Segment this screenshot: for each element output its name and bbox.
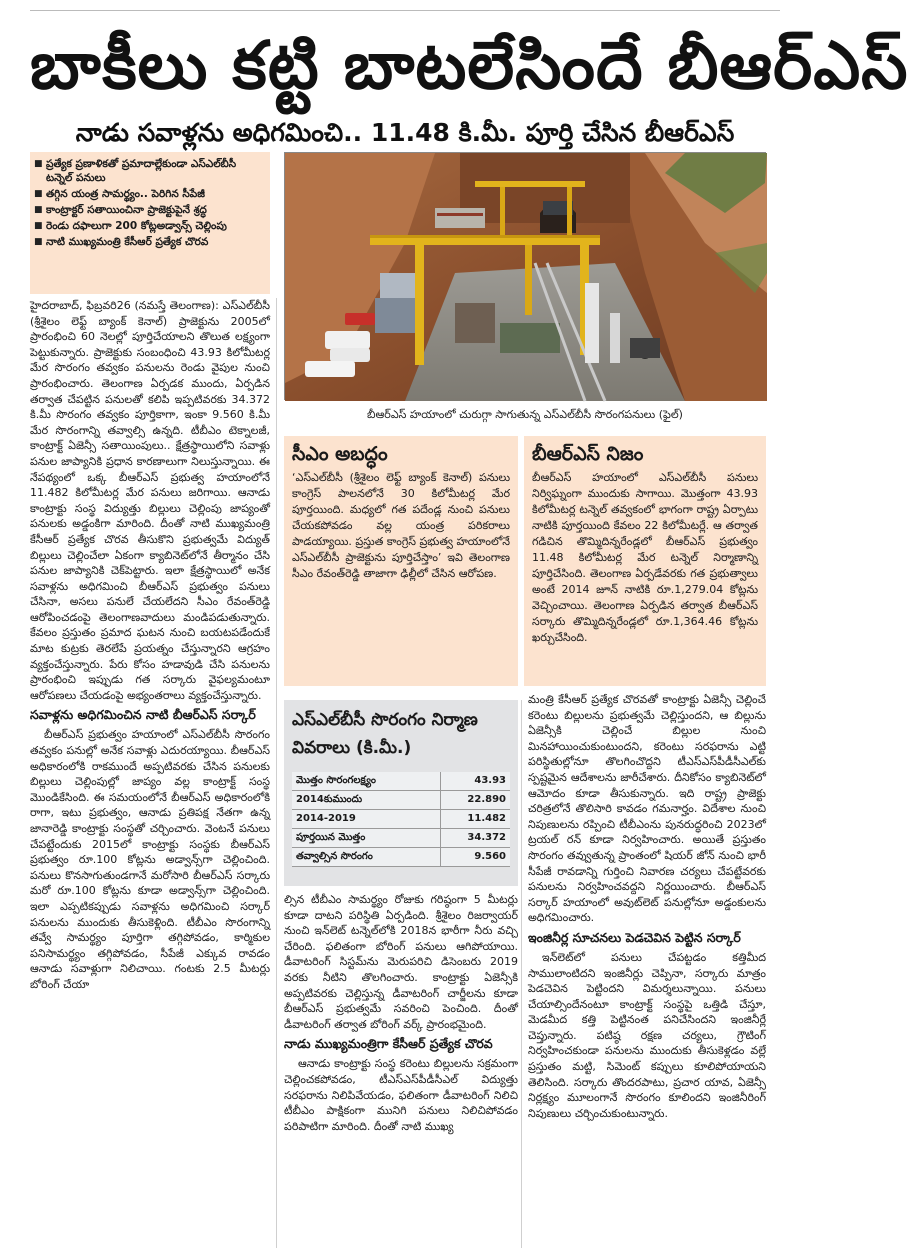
top-rule xyxy=(30,10,780,11)
table-value: 34.372 xyxy=(440,829,510,848)
brs-fact-title: బీఆర్‌ఎస్‌ నిజం xyxy=(532,443,644,465)
tunnel-progress-table xyxy=(292,772,510,867)
table-row xyxy=(292,829,510,848)
table-row xyxy=(292,791,510,810)
photo-caption: బీఆర్‌ఎస్‌ హయాంలో చురుగ్గా సాగుతున్న ఎస్‌ఎల్‌బీసీ సొరంగపనులు (ఫైల్‌) xyxy=(367,408,683,421)
table-value: 22.890 xyxy=(440,791,510,810)
highlight-item: ■ నాటి ముఖ్యమంత్రి కేసీఆర్‌ ప్రత్యేక చొరవ xyxy=(34,235,266,249)
middle-article-column xyxy=(284,892,518,1248)
article-paragraph: హైదరాబాద్‌, ఫిబ్రవరి26 (నమస్తే తెలంగాణ): ఎస్‌ఎల్‌బీసీ (శ్రీశైలం లెఫ్ట్‌ బ్యాంక్‌ కెనాల్‌) ప్రాజెక్టును 2005లో ప్రారంభించి 60 నెలల్లో పూర్తిచేయాలని తొలుత లక్ష్యంగా పెట్టుకున్నారు. ప్రాజెక్టుకు సంబంధించి 43.93 కిలోమీటర్ల మేర సొరంగం తవ్వకం పనులను రెండు వైపుల నుంచి ప్రారంభించారు. తెలంగాణ ఏర్పడక ముందు, ఏర్పడిన తర్వాత చేపట్టిన పనులతో కలిపి ఇప్పటివరకు 34.372 కి.మీ సొరంగం తవ్వకం పూర్తికాగా, ఇంకా 9.560 కి.మీ మేర సొరంగాన్ని తవ్వాల్సి ఉన్నది. టీబీఎం టెక్నాలజీ, కాంట్రాక్ట్‌ ఏజెన్సీ సతాయింపులు.. క్షేత్రస్థాయిలోని సవాళ్లు పనుల జాప్యానికి ప్రధాన కారణాలుగా నిలుస్తున్నాయి. ఈ నేపథ్యంలో ఒక్క బీఆర్‌ఎస్‌ ప్రభుత్వ హయాంలోనే 11.482 కిలోమీటర్ల మేర పనులు జరిగాయి. ఆనాడు కాంట్రాక్టు సంస్థ విద్యుత్తు బిల్లులు చెల్లింపు జాప్యంతో పనులకు అడ్డంకిగా మారింది. దీంతో నాటి ముఖ్యమంత్రి కేసీఆర్‌ ప్రత్యేక చొరవ తీసుకొని ప్రభుత్వమే విద్యుత్‌ బిల్లులు చెల్లించేలా ఏకంగా క్యాబినెట్‌లోనే తీర్మానం చేసి పనుల జాప్యానికి చెక్‌పెట్టారు. ఇలా క్షేత్రస్థాయిలో అనేక సవాళ్లను అధిగమించి బీఆర్‌ఎస్‌ ప్రభుత్వం పనులు చేసినా, అసలు పనులే చేయలేదని సీఎం రేవంత్‌రెడ్డి ఆరోపించడంపై తెలంగాణవాదులు మండిపడుతున్నారు. కేవలం ప్రస్తుతం ప్రమాద ఘటన నుంచి బయటపడేందుకే మాట కుట్రకు తెరలేపే ప్రయత్నం చేస్తున్నారని ఆగ్రహం వ్యక్తంచేస్తున్నారు. పేరు కోసం హడావుడి చేసి పనులను ప్రారంభించి ఇప్పుడు గత సర్కారు వైఫల్యమంటూ ఆరోపణలు చేయడంపై అభ్యంతరాలు వ్యక్తంచేస్తున్నారు. xyxy=(30,299,270,702)
left-article-column xyxy=(30,298,270,1248)
headline: బాకీలు కట్టి బాటలేసిందే బీఆర్‌ఎస్‌ xyxy=(30,27,908,104)
highlights-box xyxy=(30,152,270,294)
highlight-item: ■ తగ్గిన యంత్ర సామర్థ్యం.. పెరిగిన సీపేజీ xyxy=(34,187,266,201)
cm-claim-box xyxy=(284,436,518,686)
table-row xyxy=(292,848,510,867)
section-subheading: ఇంజినీర్ల సూచనలు పెడచెవిన పెట్టిన సర్కార్‌ xyxy=(528,929,741,945)
table-title: ఎస్‌ఎల్‌బీసీ సొరంగం నిర్మాణ వివరాలు (కి.మీ.) xyxy=(292,710,478,758)
tunnel-site-photo xyxy=(284,152,766,400)
highlight-item: ■ కాంట్రాక్టర్‌ సతాయించినా ప్రాజెక్టుపైనే శ్రద్ధ xyxy=(34,203,266,217)
table-value: 11.482 xyxy=(440,810,510,829)
right-article-column xyxy=(528,692,766,1248)
article-paragraph: ఆనాడు కాంట్రాక్టు సంస్థ కరెంటు బిల్లులను సక్రమంగా చెల్లించకపోవడం, టీఎస్‌ఎస్‌పీడీసీఎల్‌ విద్యుత్తు సరఫరాను నిలిపివేయడం, ఫలితంగా డీవాటరింగ్‌ నిలిచి టీబీఎం పాక్షికంగా మునిగి పనులు నిలిచిపోవడం పరిపాటిగా మారింది. దీంతో నాటి ముఖ్య xyxy=(284,1057,518,1133)
table-label: 2014కుముందు xyxy=(292,791,440,810)
table-row xyxy=(292,810,510,829)
column-divider xyxy=(521,700,522,1248)
table-value: 9.560 xyxy=(440,848,510,867)
article-paragraph: బీఆర్‌ఎస్‌ ప్రభుత్వం హయాంలో ఎస్‌ఎల్‌బీసీ సొరంగం తవ్వకం పనుల్లో అనేక సవాళ్లు ఎదురయ్యాయి. బీఆర్‌ఎస్‌ అధికారంలోకి రాకముందే అప్పటివరకు చేసిన పనులకు బిల్లులు చెల్లింపుల్లో జాప్యం వల్ల కాంట్రాక్ట్‌ సంస్థ మొండికేసింది. ఈ సమయంలోనే బీఆర్‌ఎస్‌ అధికారంలోకి రాగా, ఇటు ప్రభుత్వం, ఆనాడు ప్రతిపక్ష నేతగా ఉన్న జానారెడ్డి కాంట్రాక్టు సంస్థతో చర్చించారు. వెంటనే పనులు చేపట్టేందుకు 2015లో కాంట్రాక్టు సంస్థకు బీఆర్‌ఎస్‌ ప్రభుత్వం రూ.100 కోట్లను అడ్వాన్స్‌గా చెల్లించింది. పనులు కొనసాగుతుండగానే మరోసారి బీఆర్‌ఎస్‌ సర్కారు మరో రూ.100 కోట్లను కూడా అడ్వాన్స్‌గా చెల్లించింది. ఇలా ఎప్పటికప్పుడు సవాళ్లను అధిగమించి సర్కార్‌ పనులను ముందుకు తీసుకెళ్లింది. టీబీఎం సొరంగాన్ని తవ్వే సామర్థ్యం పూర్తిగా తగ్గిపోవడం, కార్మికుల పనిసామర్థ్యం తగ్గిపోవడం, సీపేజీ ఎక్కువ రావడం ఆనాడు సవాళ్లుగా నిలిచాయి. గంటకు 2.5 మీటర్లు బోరింగ్‌ చేయా xyxy=(30,728,270,991)
article-paragraph: ఇన్‌లెట్‌లో పనులు చేపట్టడం కత్తిమీద సాములాంటిదని ఇంజినీర్లు చెప్పినా, సర్కారు మాత్రం పెడచెవిన పెట్టిందని విమర్శలున్నాయి. పనులు చేయాల్సిందేనంటూ కాంట్రాక్ట్‌ సంస్థపై ఒత్తిడి చేస్తూ, మెడమీద కత్తి పెట్టినంత పనిచేసిందని ఇంజినీర్లే చెప్తున్నారు. పటిష్ఠ రక్షణ చర్యలు, గ్రౌటింగ్‌ నిర్వహించకుండా పనులను ముందుకు తీసుకెళ్లడం వల్లే ప్రస్తుతం మట్టి, సిమెంట్‌ కప్పులు కూలిపోయాయని తెలిసింది. సర్కారు తొందరపాటు, ప్రచార యావ, ఏజెన్సీ నిర్లక్ష్యం మూలంగానే సొరంగం కూలిందని ఇంజినీరింగ్‌ నిపుణులు చర్చించుకుంటున్నారు. xyxy=(528,950,766,1120)
table-label: తవ్వాల్సిన సొరంగం xyxy=(292,848,440,867)
brs-fact-box xyxy=(524,436,766,686)
subheadline: నాడు సవాళ్లను అధిగమించి.. 11.48 కి.మీ. పూర్తి చేసిన బీఆర్‌ఎస్‌ xyxy=(75,118,735,147)
cm-claim-body: ‘ఎస్‌ఎల్‌బీసీ (శ్రీశైలం లెఫ్ట్‌ బ్యాంక్‌ కెనాల్‌) పనులు కాంగ్రెస్‌ పాలనలోనే 30 కిలోమీటర్ల మేర పూర్తయింది. మధ్యలో గత పదేండ్ల నుంచి పనులు చేయకపోవడం వల్ల యంత్ర పరికరాలు పాడయ్యాయి. ప్రస్తుత కాంగ్రెస్‌ ప్రభుత్వ హయాంలోనే ఎస్‌ఎల్‌బీసీ ప్రాజెక్టును పూర్తిచేస్తాం’ ఇవి తెలంగాణ సీఎం రేవంత్‌రెడ్డి తాజాగా ఢిల్లీలో చేసిన ఆరోపణ. xyxy=(292,471,510,580)
tunnel-progress-table-box xyxy=(284,700,518,886)
table-label: మొత్తం సొరంగలక్ష్యం xyxy=(292,772,440,791)
table-row xyxy=(292,772,510,791)
article-paragraph: మంత్రి కేసీఆర్‌ ప్రత్యేక చొరవతో కాంట్రాక్టు ఏజెన్సీ చెల్లించే కరెంటు బిల్లులను ప్రభుత్వమే చెల్లిస్తుందని, ఆ బిల్లును ఏజెన్సీకి చెల్లించే బిల్లుల నుంచి మినహాయించుకుంటుందని, కరెంటు సరఫరాను ఎట్టి పరిస్థితుల్లోనూ తొలగించొద్దని టీఎస్‌ఎస్‌పీడీసీఎల్‌కు స్పష్టమైన ఆదేశాలను జారీచేశారు. దీనికోసం క్యాబినెట్‌లో ఆమోదం కూడా తీసుకున్నారు. ఇది రాష్ట్ర ప్రాజెక్టు చరిత్రలోనే తొలిసారి కావడం గమనార్హం. విదేశాల నుంచి నిపుణులను రప్పించి టీబీఎంను పునరుద్ధరించి 2023లో ట్రయల్‌ రన్‌ కూడా నిర్వహించారు. అయితే ప్రస్తుతం సొరంగం తవ్వుతున్న ప్రాంతంలో షియర్‌ జోన్‌ నుంచి భారీ సీపేజీ రావడాన్ని గుర్తించి నివారణ చర్యలు చేపట్టేవరకు పనులను నిర్వహించవద్దని నిర్ణయించారు. బీఆర్‌ఎస్‌ సర్కార్‌ హయాంలో అవుట్‌లెట్‌ పనుల్లోనూ అడ్డంకులను అధిగమించారు. xyxy=(528,693,766,925)
table-label: పూర్తయిన మొత్తం xyxy=(292,829,440,848)
section-subheading: సవాళ్లను అధిగమించిన నాటి బీఆర్‌ఎస్‌ సర్కార్‌ xyxy=(30,707,256,723)
table-label: 2014-2019 xyxy=(292,810,440,829)
column-divider xyxy=(276,298,277,1248)
article-paragraph: ల్సిన టీబీఎం సామర్థ్యం రోజుకు గరిష్ఠంగా 5 మీటర్లు కూడా దాటని పరిస్థితి ఏర్పడింది. శ్రీశైలం రిజర్వాయర్‌ నుంచి ఇన్‌లెట్‌ టన్నెల్‌లోకి 2018న భారీగా నీరు వచ్చి చేరింది. ఫలితంగా బోరింగ్‌ పనులు ఆగిపోయాయి. డీవాటరింగ్‌ సిస్టమ్‌ను మెరుపరిచి డిసెంబరు 2019 వరకు నీటిని తొలగించారు. కాంట్రాక్టు ఏజెన్సీకి అప్పటివరకు చెల్లిస్తున్న డీవాటరింగ్‌ చార్జీలను కూడా బీఆర్‌ఎస్‌ ప్రభుత్వమే సవరించి పెంచింది. దీంతో డీవాటరింగ్‌ తర్వాత బోరింగ్‌ వర్క్‌ ప్రారంభమైంది. xyxy=(284,893,518,1031)
table-value: 43.93 xyxy=(440,772,510,791)
cm-claim-title: సీఎం అబద్ధం xyxy=(292,443,388,465)
highlight-item: ■ ప్రత్యేక ప్రణాళికతో ప్రమాదాల్లేకుండా ఎస్‌ఎల్‌బీసీ టన్నెల్‌ పనులు xyxy=(34,157,266,185)
brs-fact-body: బీఆర్‌ఎస్‌ హయాంలో ఎస్‌ఎల్‌బీసీ పనులు నిర్విఘ్నంగా ముందుకు సాగాయి. మొత్తంగా 43.93 కిలోమీటర్ల టన్నెల్‌ తవ్వకంలో భాగంగా రాష్ట్ర ఏర్పాటు నాటికి పూర్తయింది కేవలం 22 కిలోమీటర్లే. ఆ తర్వాత గడిచిన తొమ్మిదిన్నరేండ్లలో బీఆర్‌ఎస్‌ ప్రభుత్వం 11.48 కిలోమీటర్ల మేర టన్నెల్‌ నిర్మాణాన్ని పూర్తిచేసింది. తెలంగాణ ఏర్పడేవరకు గత ప్రభుత్వాలు అంటే 2014 జూన్‌ నాటికి రూ.1,279.04 కోట్లను వెచ్చించాయి. తెలంగాణ ఏర్పడిన తర్వాత బీఆర్‌ఎస్‌ సర్కారు తొమ్మిదిన్నరేండ్లలో రూ.1,364.46 కోట్లను ఖర్చుచేసింది. xyxy=(532,471,758,644)
highlight-item: ■ రెండు దఫాలుగా 200 కోట్లఅడ్వాన్స్‌ చెల్లింపు xyxy=(34,219,266,233)
section-subheading: నాడు ముఖ్యమంత్రిగా కేసీఆర్‌ ప్రత్యేక చొరవ xyxy=(284,1036,493,1052)
